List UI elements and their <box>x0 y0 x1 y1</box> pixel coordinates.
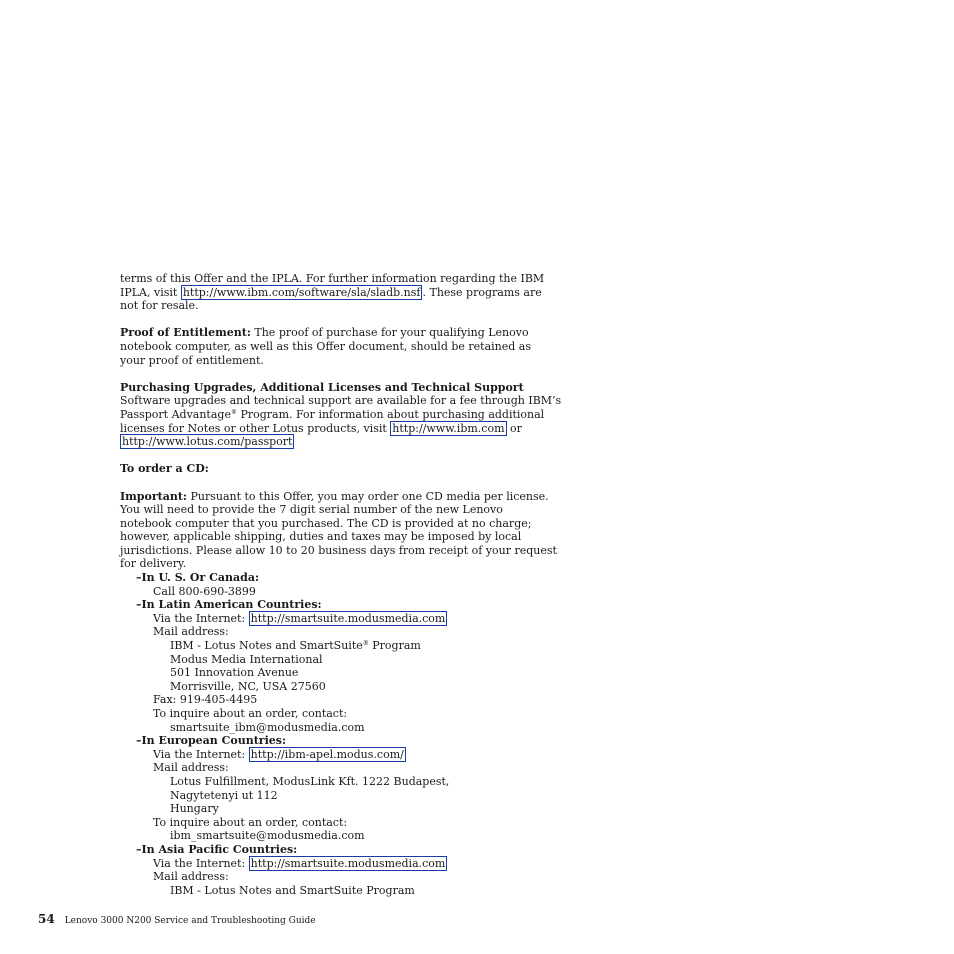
europe-mail-label: Mail address: <box>153 761 229 775</box>
page-number: 54 <box>38 912 55 926</box>
latin-internet <box>120 612 530 626</box>
spacer <box>120 449 530 463</box>
latin-email: smartsuite_ibm@modusmedia.com <box>170 720 365 734</box>
latin-heading-text: –In Latin American Countries: <box>136 598 322 612</box>
proof-line: notebook computer, as well as this Offer document, should be retained as <box>120 339 532 353</box>
latin-address-line: Morrisville, NC, USA 27560 <box>170 679 326 693</box>
us-canada-heading-text: –In U. S. Or Canada: <box>136 571 260 585</box>
asia-mail-label: Mail address: <box>153 870 229 884</box>
spacer <box>120 367 530 381</box>
us-canada-heading <box>120 571 530 585</box>
upgrades-line <box>120 407 545 422</box>
latin-address-line: Modus Media International <box>170 652 323 666</box>
spacer <box>120 313 530 327</box>
europe-address-line: Nagytetenyi ut 112 <box>170 788 278 802</box>
upgrades-text: licenses for Notes or other Lotus products, visit <box>120 421 391 435</box>
proof-heading: Proof of Entitlement: <box>120 326 251 340</box>
europe-heading <box>120 734 530 748</box>
upgrades-text: Program. For information about purchasing additional <box>236 407 545 421</box>
page-footer <box>38 912 316 928</box>
latin-address-line: 501 Innovation Avenue <box>170 666 299 680</box>
order-heading-text: To order a CD: <box>120 462 209 476</box>
asia-address-line: IBM - Lotus Notes and SmartSuite Program <box>170 883 415 897</box>
proof-line: your proof of entitlement. <box>120 353 264 367</box>
upgrades-heading <box>120 381 530 395</box>
intro-line: not for resale. <box>120 299 199 313</box>
intro-line: terms of this Offer and the IPLA. For further information regarding the IBM <box>120 272 545 285</box>
upgrades-text: or <box>506 421 522 435</box>
ibm-sla-link[interactable]: http://www.ibm.com/software/sla/sladb.nsf <box>182 285 421 299</box>
ibm-link[interactable]: http://www.ibm.com <box>392 421 505 435</box>
upgrades-line <box>120 422 530 436</box>
proof-line <box>120 326 530 340</box>
europe-email: ibm_smartsuite@modusmedia.com <box>170 829 365 843</box>
registered-mark: ® <box>230 408 237 416</box>
intro-text: . These programs are <box>422 285 542 299</box>
order-line: notebook computer that you purchased. The CD is provided at no charge; <box>120 516 532 530</box>
asia-internet <box>120 857 530 871</box>
europe-heading-text: –In European Countries: <box>136 734 287 748</box>
upgrades-line <box>120 435 530 449</box>
proof-text: The proof of purchase for your qualifying Lenovo <box>250 326 529 340</box>
footer-title: Lenovo 3000 N200 Service and Troubleshooting Guide <box>64 916 316 926</box>
europe-internet <box>120 748 530 762</box>
intro-line <box>120 285 542 300</box>
upgrades-line: Software upgrades and technical support are available for a fee through IBM’s <box>120 394 562 408</box>
latin-address-line <box>120 639 530 653</box>
address-text: Program <box>368 639 421 653</box>
order-heading <box>120 462 530 476</box>
asia-heading <box>120 843 530 857</box>
order-line: for delivery. <box>120 557 187 571</box>
latin-heading <box>120 598 530 612</box>
europe-inquire: To inquire about an order, contact: <box>153 815 348 829</box>
page-content <box>120 272 562 897</box>
via-internet-label: Via the Internet: <box>153 611 249 625</box>
europe-address-line: Hungary <box>170 802 219 816</box>
europe-url-link[interactable]: http://ibm-apel.modus.com/ <box>250 747 404 761</box>
address-text: IBM - Lotus Notes and SmartSuite <box>170 639 363 653</box>
order-line: jurisdictions. Please allow 10 to 20 business days from receipt of your request <box>120 543 557 557</box>
asia-url-link[interactable]: http://smartsuite.modusmedia.com <box>250 856 446 870</box>
europe-address-line: Lotus Fulfillment, ModusLink Kft. 1222 Budapest, <box>170 774 450 788</box>
via-internet-label: Via the Internet: <box>153 856 249 870</box>
lotus-passport-link[interactable]: http://www.lotus.com/passport <box>122 435 293 449</box>
latin-url-link[interactable]: http://smartsuite.modusmedia.com <box>250 611 446 625</box>
upgrades-text: Passport Advantage <box>120 407 231 421</box>
via-internet-label: Via the Internet: <box>153 747 249 761</box>
important-label: Important: <box>120 489 187 503</box>
asia-heading-text: –In Asia Pacific Countries: <box>136 842 298 856</box>
latin-fax: Fax: 919-405-4495 <box>153 693 258 707</box>
upgrades-heading-text: Purchasing Upgrades, Additional Licenses and Technical Support <box>120 380 524 394</box>
intro-text: IPLA, visit <box>120 285 181 299</box>
registered-mark: ® <box>362 640 369 648</box>
order-line <box>120 489 549 504</box>
latin-mail-label: Mail address: <box>153 625 229 639</box>
us-canada-phone: Call 800-690-3899 <box>153 584 256 598</box>
order-line: however, applicable shipping, duties and taxes may be imposed by local <box>120 530 522 544</box>
spacer <box>120 476 530 490</box>
order-line: You will need to provide the 7 digit serial number of the new Lenovo <box>120 503 503 517</box>
latin-inquire: To inquire about an order, contact: <box>153 707 348 720</box>
order-text: Pursuant to this Offer, you may order one CD media per license. <box>186 489 549 503</box>
